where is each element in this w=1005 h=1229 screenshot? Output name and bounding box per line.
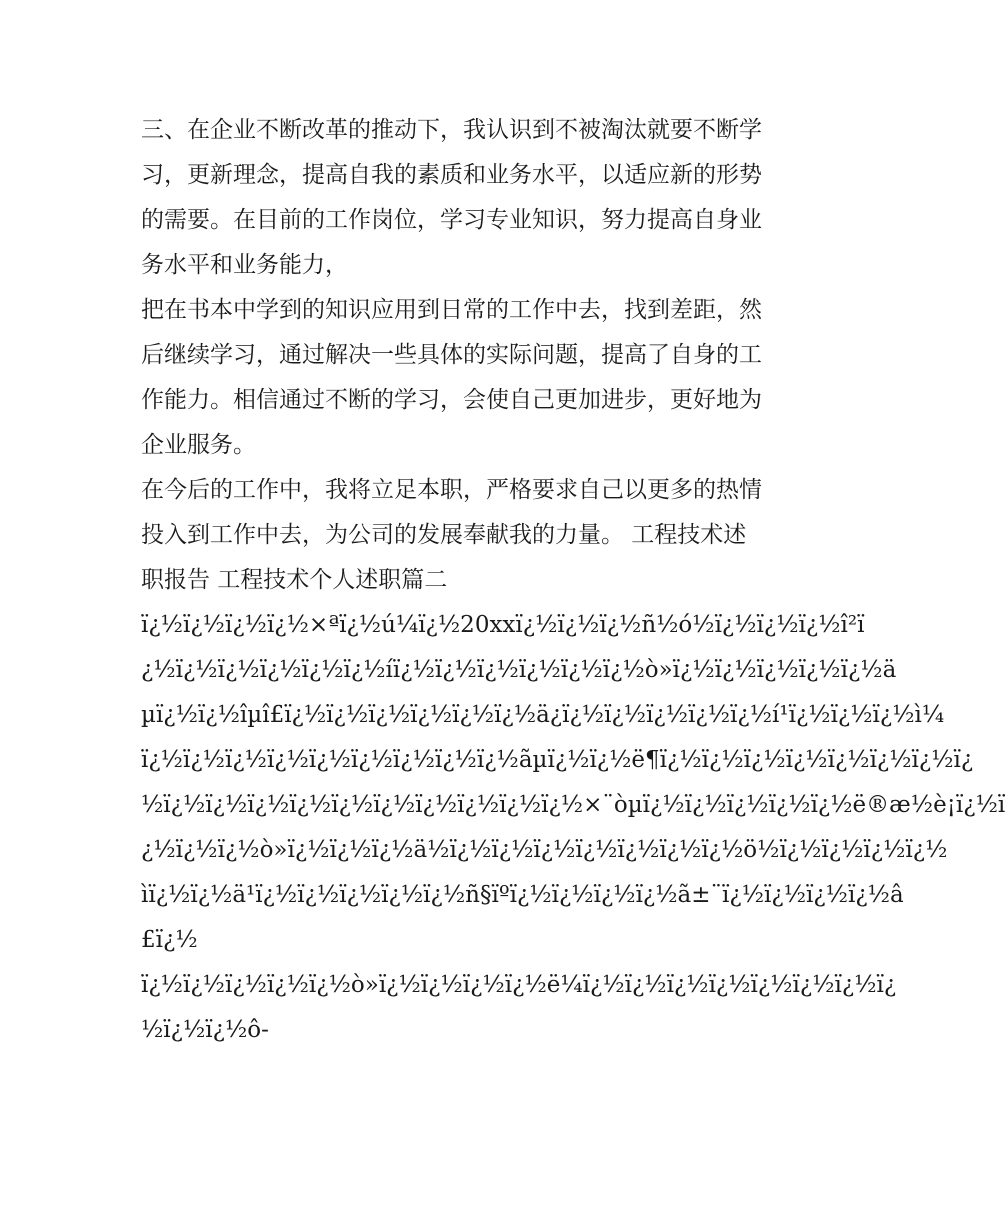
text-line: 务水平和业务能力， [141, 252, 348, 278]
garbled-text-line: ½ï¿½ï¿½ï¿½ï¿½ï¿½ï¿½ï¿½ï¿½ï¿½ï¿½×¨òµï¿½ï¿½ï¿½ï¿½ï¿½ë®æ½è¡ï¿½ï [141, 792, 1005, 818]
garbled-text-line: ï¿½ï¿½ï¿½ï¿½ï¿½ò»ï¿½ï¿½ï¿½ï¿½ë¼ï¿½ï¿½ï¿½ï¿½ï¿½ï¿½ï¿½ï¿ [141, 972, 897, 998]
garbled-text-line: ¿½ï¿½ï¿½ò»ï¿½ï¿½ï¿½ä½ï¿½ï¿½ï¿½ï¿½ï¿½ï¿½ï¿½ö½ï¿½ï¿½ï¿½ï¿½ [141, 837, 948, 863]
text-line: 的需要。在目前的工作岗位，学习专业知识，努力提高自身业 [141, 207, 762, 233]
text-line: 习，更新理念，提高自我的素质和业务水平，以适应新的形势 [141, 162, 762, 188]
garbled-text-line: µï¿½ï¿½îµî£ï¿½ï¿½ï¿½ï¿½ï¿½ï¿½ä¿ï¿½ï¿½ï¿½ï¿½ï¿½í¹ï¿½ï¿½ï¿½ì¼ [141, 702, 945, 728]
text-line: 三、在企业不断改革的推动下，我认识到不被淘汰就要不断学 [141, 117, 762, 143]
text-line: 在今后的工作中，我将立足本职，严格要求自己以更多的热情 [141, 477, 762, 503]
garbled-text-line: ìï¿½ï¿½ä¹ï¿½ï¿½ï¿½ï¿½ï¿½ñ§ïºï¿½ï¿½ï¿½ï¿½ã±¨ï¿½ï¿½ï¿½ï¿½â [141, 882, 904, 908]
garbled-text-line: £ï¿½ [141, 927, 198, 953]
document-body [141, 108, 1005, 1053]
garbled-text-line: ï¿½ï¿½ï¿½ï¿½ï¿½ï¿½ï¿½ï¿½ï¿½ãµï¿½ï¿½ë¶ï¿½ï¿½ï¿½ï¿½ï¿½ï¿½ï¿½ï¿ [141, 747, 974, 773]
garbled-text-line: ¿½ï¿½ï¿½ï¿½ï¿½ï¿½íï¿½ï¿½ï¿½ï¿½ï¿½ï¿½ò»ï¿½ï¿½ï¿½ï¿½ï¿½ä [141, 657, 897, 683]
garbled-text-line: ½ï¿½ï¿½ô- [141, 1017, 269, 1043]
text-line: 后继续学习，通过解决一些具体的实际问题，提高了自身的工 [141, 342, 762, 368]
text-line: 把在书本中学到的知识应用到日常的工作中去，找到差距，然 [141, 297, 762, 323]
text-line: 投入到工作中去，为公司的发展奉献我的力量。 工程技术述 [141, 522, 747, 548]
text-line: 作能力。相信通过不断的学习，会使自己更加进步，更好地为 [141, 387, 762, 413]
garbled-text-line: ï¿½ï¿½ï¿½ï¿½×ªï¿½ú¼ï¿½20xxï¿½ï¿½ï¿½ñ½ó½ï¿½ï¿½ï¿½î²ï [141, 612, 865, 638]
text-line: 职报告 工程技术个人述职篇二 [141, 567, 448, 593]
text-line: 企业服务。 [141, 432, 256, 458]
